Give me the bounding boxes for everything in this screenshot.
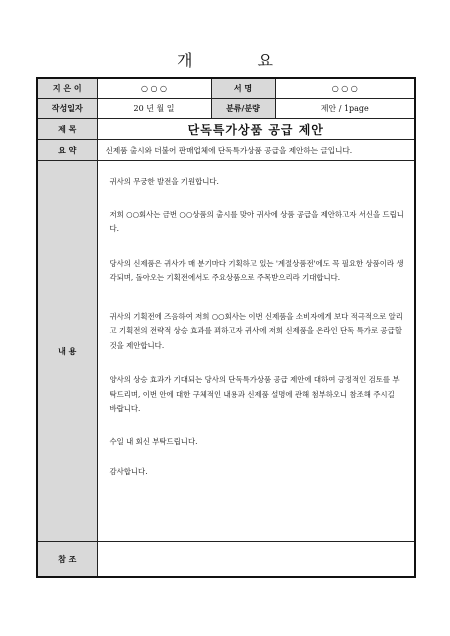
subject-value[interactable]: 단독특가상품 공급 제안 (97, 119, 415, 140)
subject-row (37, 119, 415, 140)
content-paragraph: 저희 ○○회사는 금번 ○○상품의 출시를 맞아 귀사에 상품 공급을 제안하고자 서신을 드립니다. (109, 209, 404, 233)
content-paragraph: 감사합니다. (109, 467, 148, 476)
date-label: 작성일자 (37, 99, 97, 119)
reference-value[interactable] (97, 542, 415, 578)
signature-value[interactable]: ○ ○ ○ (275, 78, 415, 99)
content-paragraph: 귀사의 기획전에 즈음하여 저희 ○○회사는 이번 신제품을 소비자에게 보다 적극적으로 알리고 기획전의 전략적 상승 효과를 꾀하고자 귀사에 저희 신제품을 온라인 단독 특가로 공급할 것을 제안합니다. (109, 311, 403, 350)
author-value[interactable]: ○ ○ ○ (97, 78, 211, 99)
summary-label: 요 약 (37, 140, 97, 161)
category-value[interactable]: 제안 / 1page (275, 99, 415, 119)
content-paragraph: 귀사의 무궁한 발전을 기원합니다. (109, 177, 219, 186)
content-body[interactable] (97, 161, 415, 542)
date-value[interactable]: 20 년 월 일 (97, 99, 211, 119)
content-paragraph: 수일 내 회신 부탁드립니다. (109, 436, 198, 446)
author-row (37, 78, 415, 99)
reference-label: 참 조 (37, 542, 97, 578)
content-paragraph: 양사의 상승 효과가 기대되는 당사의 단독특가상품 공급 제안에 대하여 긍정적인 검토를 부탁드리며, 이번 안에 대한 구체적인 내용과 신제품 설명에 관해 첨부하오니 참조해 주시길 바랍니다. (109, 375, 400, 413)
content-paragraph: 당사의 신제품은 귀사가 매 분기마다 기획하고 있는 '계절상품전'에도 꼭 필요한 상품이라 생각되며, 돌아오는 기획전에서도 주요상품으로 주목받으리라 기대합니다. (109, 258, 404, 282)
date-row (37, 99, 415, 119)
reference-row (37, 542, 415, 578)
subject-label: 제 목 (37, 119, 97, 140)
summary-value[interactable]: 신제품 출시와 더불어 판매업체에 단독특가상품 공급을 제안하는 글입니다. (97, 140, 415, 161)
content-row (37, 161, 415, 542)
document-title: 개 요 (177, 51, 303, 70)
summary-row (37, 140, 415, 161)
category-label: 분류/분량 (211, 99, 275, 119)
author-label: 지 은 이 (37, 78, 97, 99)
signature-label: 서 명 (211, 78, 275, 99)
content-label: 내 용 (37, 161, 97, 542)
overview-table (36, 77, 416, 578)
